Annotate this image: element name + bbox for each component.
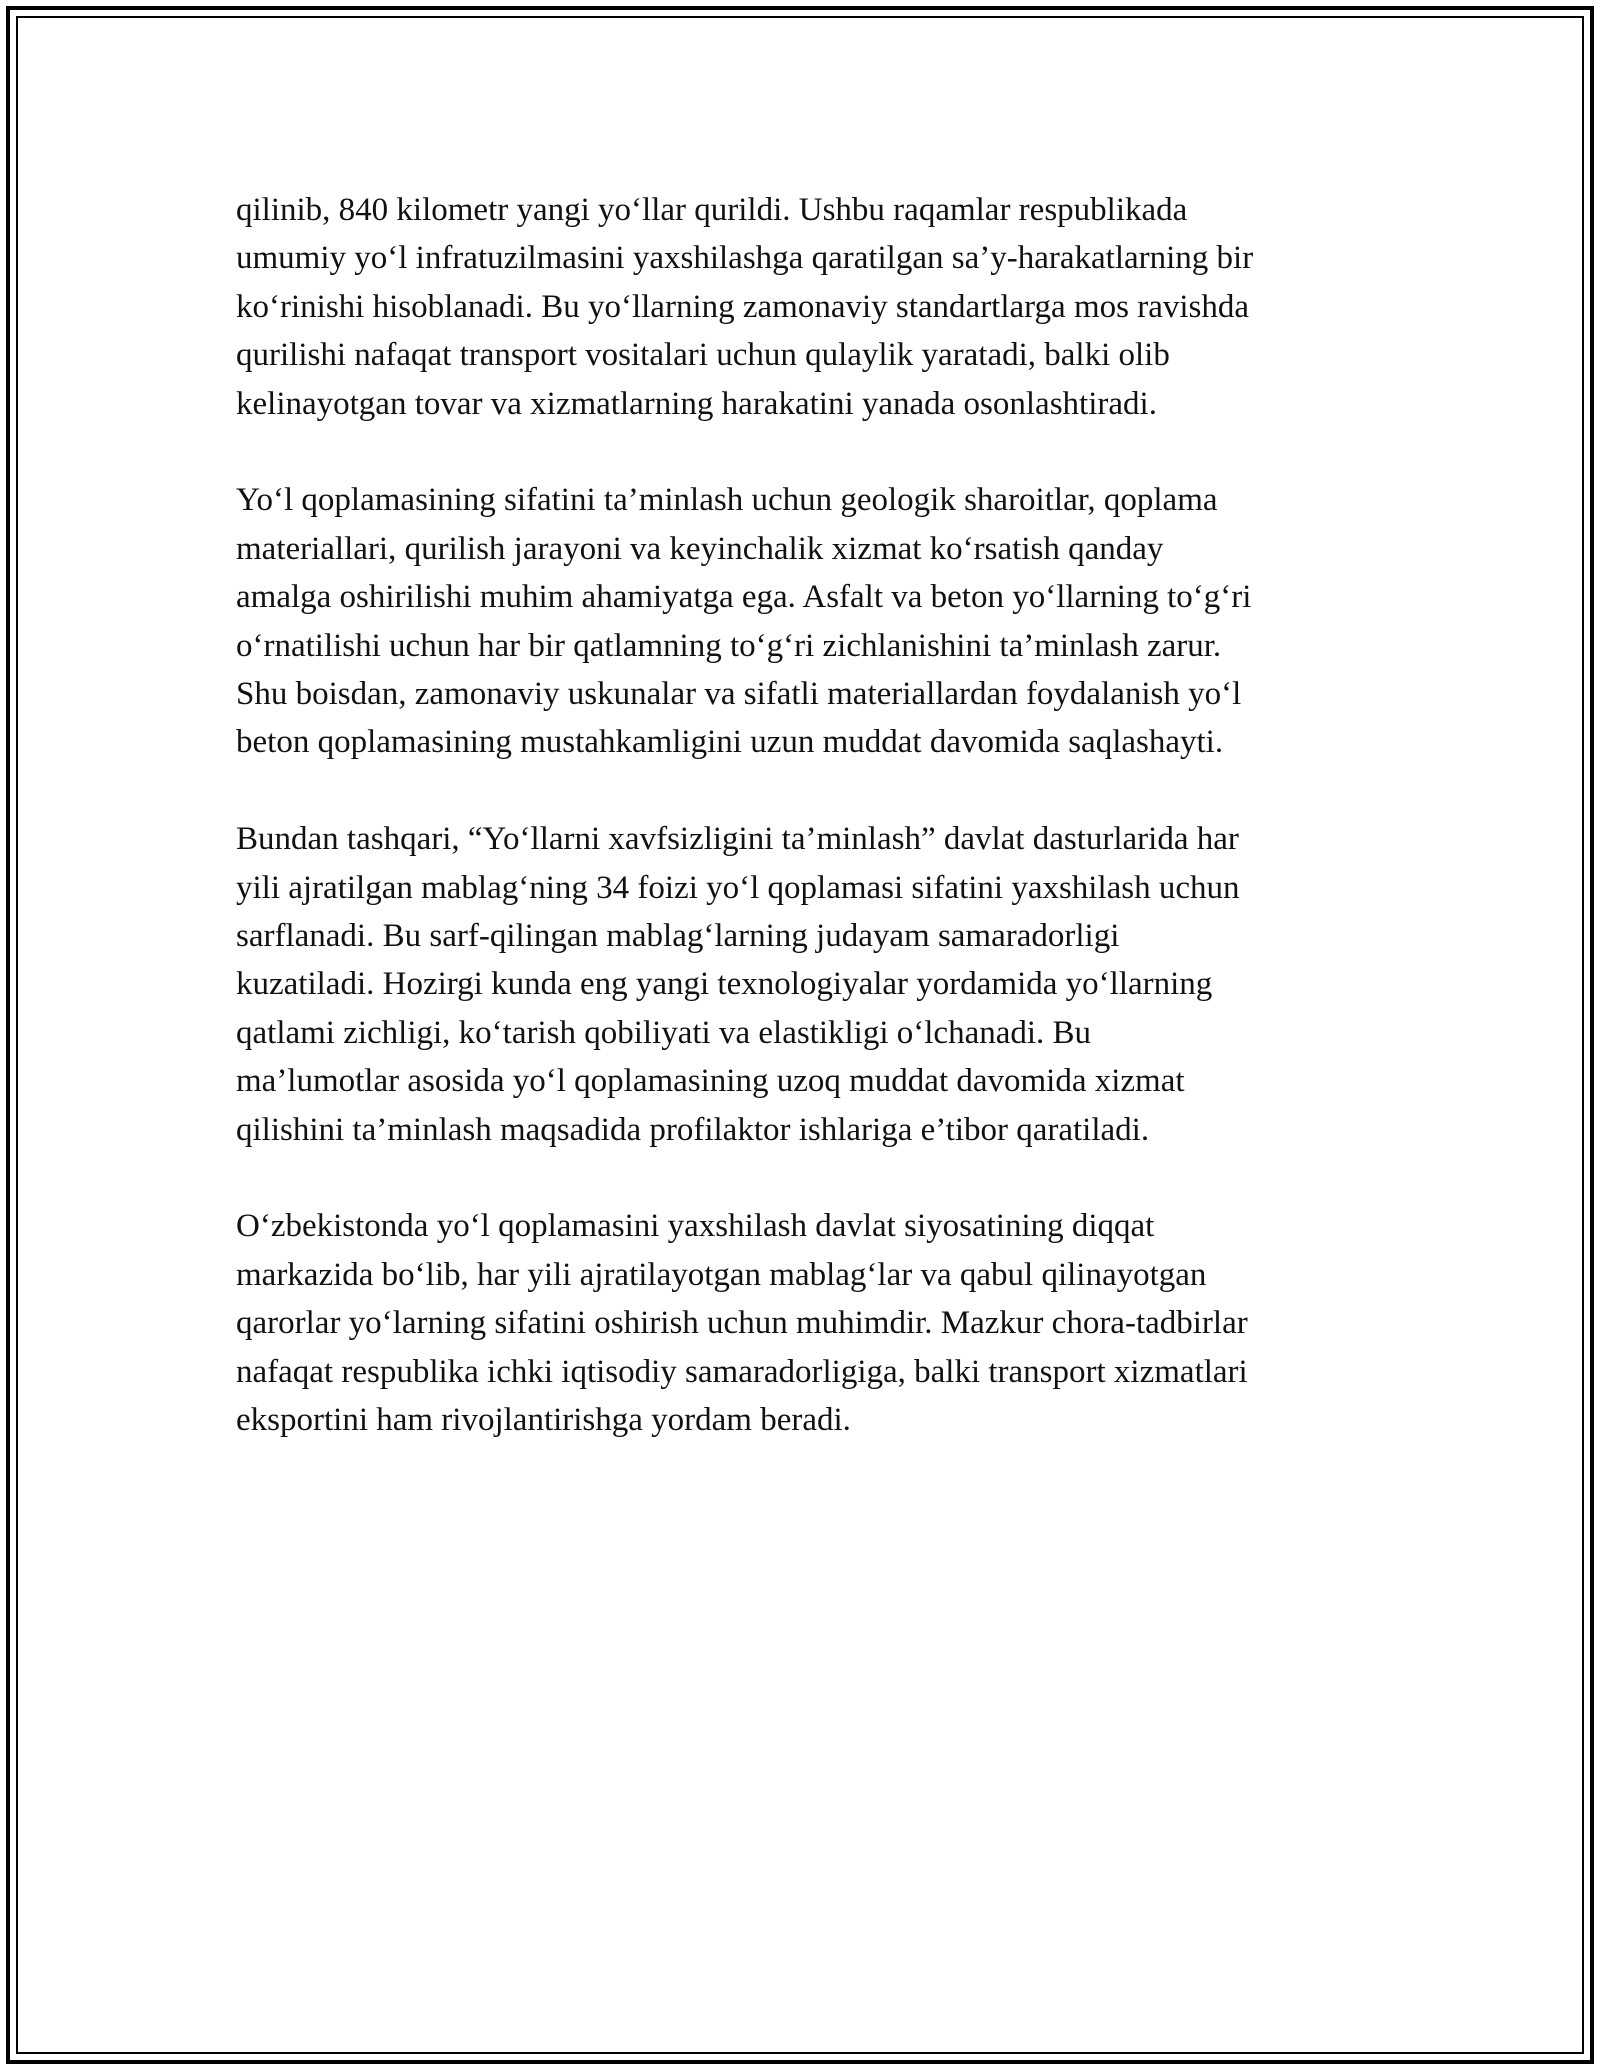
text-line: qurilishi nafaqat transport vositalari uchun qulaylik yaratadi, balki olib xyxy=(236,337,1170,374)
text-line: markazida bo‘lib, har yili ajratilayotgan mablag‘lar va qabul qilinayotgan xyxy=(236,1256,1207,1293)
text-line: amalga oshirilishi muhim ahamiyatga ega. Asfalt va beton yo‘llarning to‘g‘ri xyxy=(236,579,1252,616)
text-line: qatlami zichligi, ko‘tarish qobiliyati va elastikligi o‘lchanadi. Bu xyxy=(236,1014,1092,1051)
text-line: Bundan tashqari, “Yo‘llarni xavfsizligini ta’minlash” davlat dasturlarida har xyxy=(236,821,1239,858)
paragraph-1 xyxy=(236,186,1384,428)
text-line: beton qoplamasining mustahkamligini uzun muddat davomida saqlashayti. xyxy=(236,724,1224,761)
text-line: qilishini ta’minlash maqsadida profilaktor ishlariga e’tibor qaratiladi. xyxy=(236,1111,1150,1148)
document-body xyxy=(236,186,1384,1493)
text-line: umumiy yo‘l infratuzilmasini yaxshilashga qaratilgan sa’y-harakatlarning bir xyxy=(236,240,1254,277)
text-line: ma’lumotlar asosida yo‘l qoplamasining uzoq muddat davomida xizmat xyxy=(236,1063,1185,1100)
paragraph-2 xyxy=(236,476,1384,766)
text-line: eksportini ham rivojlantirishga yordam beradi. xyxy=(236,1402,851,1439)
text-line: qarorlar yo‘larning sifatini oshirish uchun muhimdir. Mazkur chora-tadbirlar xyxy=(236,1305,1248,1342)
text-line: nafaqat respublika ichki iqtisodiy samaradorligiga, balki transport xizmatlari xyxy=(236,1353,1248,1390)
text-line: O‘zbekistonda yo‘l qoplamasini yaxshilash davlat siyosatining diqqat xyxy=(236,1208,1155,1245)
paragraph-4 xyxy=(236,1202,1384,1444)
text-line: qilinib, 840 kilometr yangi yo‘llar qurildi. Ushbu raqamlar respublikada xyxy=(236,192,1188,228)
text-line: o‘rnatilishi uchun har bir qatlamning to‘g‘ri zichlanishini ta’minlash zarur. xyxy=(236,627,1222,664)
text-line: Yo‘l qoplamasining sifatini ta’minlash uchun geologik sharoitlar, qoplama xyxy=(236,482,1218,519)
text-line: sarflanadi. Bu sarf-qilingan mablag‘larning judayam samaradorligi xyxy=(236,918,1120,955)
text-line: yili ajratilgan mablag‘ning 34 foizi yo‘l qoplamasi sifatini yaxshilash uchun xyxy=(236,869,1240,906)
text-line: kelinayotgan tovar va xizmatlarning harakatini yanada osonlashtiradi. xyxy=(236,385,1157,422)
text-line: ko‘rinishi hisoblanadi. Bu yo‘llarning zamonaviy standartlarga mos ravishda xyxy=(236,288,1250,325)
paragraph-3 xyxy=(236,815,1384,1154)
text-line: Shu boisdan, zamonaviy uskunalar va sifatli materiallardan foydalanish yo‘l xyxy=(236,676,1242,713)
text-line: kuzatiladi. Hozirgi kunda eng yangi texnologiyalar yordamida yo‘llarning xyxy=(236,966,1213,1003)
text-line: materiallari, qurilish jarayoni va keyinchalik xizmat ko‘rsatish qanday xyxy=(236,530,1164,567)
